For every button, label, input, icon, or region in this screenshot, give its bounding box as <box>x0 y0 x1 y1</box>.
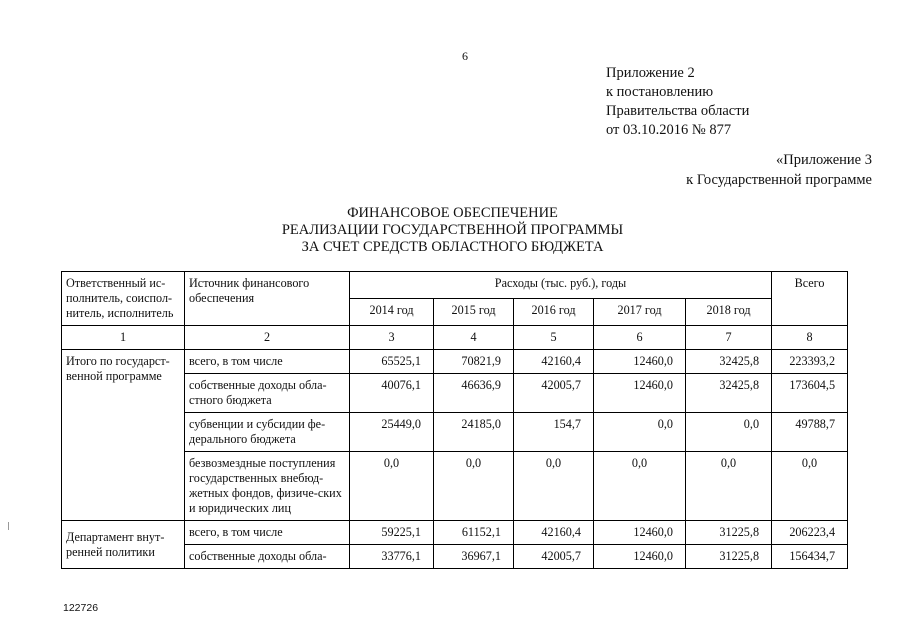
value-cell: 0,0 <box>594 413 686 452</box>
table-header-row <box>62 272 848 299</box>
margin-mark <box>8 522 9 530</box>
value-cell: 0,0 <box>686 452 772 521</box>
value-cell: 42160,4 <box>514 350 594 374</box>
total-cell: 223393,2 <box>772 350 848 374</box>
column-index: 3 <box>350 326 434 350</box>
header-year: 2015 год <box>434 299 514 326</box>
value-cell: 12460,0 <box>594 350 686 374</box>
value-cell: 12460,0 <box>594 521 686 545</box>
value-cell: 32425,8 <box>686 350 772 374</box>
source-cell: всего, в том числе <box>185 350 350 374</box>
value-cell: 42005,7 <box>514 374 594 413</box>
header-year: 2014 год <box>350 299 434 326</box>
value-cell: 42160,4 <box>514 521 594 545</box>
value-cell: 154,7 <box>514 413 594 452</box>
value-cell: 0,0 <box>594 452 686 521</box>
program-reference <box>686 150 872 190</box>
value-cell: 59225,1 <box>350 521 434 545</box>
value-cell: 0,0 <box>686 413 772 452</box>
reference-line: к Государственной программе <box>686 172 872 188</box>
financing-table <box>61 271 848 569</box>
executor-cell: Итого по государст-венной программе <box>62 350 185 521</box>
value-cell: 24185,0 <box>434 413 514 452</box>
value-cell: 70821,9 <box>434 350 514 374</box>
header-executor: Ответственный ис-полнитель, соиспол-нитель, исполнитель <box>62 272 185 326</box>
total-cell: 49788,7 <box>772 413 848 452</box>
source-cell: всего, в том числе <box>185 521 350 545</box>
source-cell: безвозмездные поступления государственных внебюд-жетных фондов, физиче-ских и юридических лиц <box>185 452 350 521</box>
appendix-line: Правительства области <box>606 103 750 119</box>
column-index: 5 <box>514 326 594 350</box>
executor-cell: Департамент внут-ренней политики <box>62 521 185 569</box>
value-cell: 33776,1 <box>350 545 434 569</box>
value-cell: 12460,0 <box>594 374 686 413</box>
source-cell: субвенции и субсидии фе-дерального бюджета <box>185 413 350 452</box>
total-cell: 0,0 <box>772 452 848 521</box>
value-cell: 31225,8 <box>686 521 772 545</box>
column-index-row <box>62 326 848 350</box>
total-cell: 173604,5 <box>772 374 848 413</box>
value-cell: 25449,0 <box>350 413 434 452</box>
value-cell: 0,0 <box>350 452 434 521</box>
value-cell: 12460,0 <box>594 545 686 569</box>
appendix-line: от 03.10.2016 № 877 <box>606 122 732 138</box>
total-cell: 156434,7 <box>772 545 848 569</box>
column-index: 1 <box>62 326 185 350</box>
table-row <box>62 350 848 374</box>
value-cell: 31225,8 <box>686 545 772 569</box>
title-line: РЕАЛИЗАЦИИ ГОСУДАРСТВЕННОЙ ПРОГРАММЫ <box>281 222 624 238</box>
value-cell: 42005,7 <box>514 545 594 569</box>
footer-code: 122726 <box>63 602 99 614</box>
column-index: 2 <box>185 326 350 350</box>
source-cell: собственные доходы обла-стного бюджета <box>185 374 350 413</box>
column-index: 6 <box>594 326 686 350</box>
appendix-line: к постановлению <box>606 84 714 100</box>
header-year: 2017 год <box>594 299 686 326</box>
header-year: 2016 год <box>514 299 594 326</box>
value-cell: 40076,1 <box>350 374 434 413</box>
reference-line: «Приложение 3 <box>776 152 872 168</box>
value-cell: 0,0 <box>434 452 514 521</box>
value-cell: 32425,8 <box>686 374 772 413</box>
header-total: Всего <box>772 272 848 326</box>
page-number: 6 <box>462 49 468 63</box>
header-year: 2018 год <box>686 299 772 326</box>
document-title <box>0 205 905 256</box>
value-cell: 36967,1 <box>434 545 514 569</box>
title-line: ЗА СЧЕТ СРЕДСТВ ОБЛАСТНОГО БЮДЖЕТА <box>301 239 604 255</box>
value-cell: 61152,1 <box>434 521 514 545</box>
appendix-line: Приложение 2 <box>606 65 695 81</box>
column-index: 7 <box>686 326 772 350</box>
total-cell: 206223,4 <box>772 521 848 545</box>
source-cell: собственные доходы обла- <box>185 545 350 569</box>
header-expenses: Расходы (тыс. руб.), годы <box>350 272 772 299</box>
table-row <box>62 521 848 545</box>
value-cell: 65525,1 <box>350 350 434 374</box>
appendix-block <box>606 64 749 140</box>
value-cell: 46636,9 <box>434 374 514 413</box>
column-index: 4 <box>434 326 514 350</box>
column-index: 8 <box>772 326 848 350</box>
header-source: Источник финансового обеспечения <box>185 272 350 326</box>
title-line: ФИНАНСОВОЕ ОБЕСПЕЧЕНИЕ <box>347 205 558 221</box>
value-cell: 0,0 <box>514 452 594 521</box>
